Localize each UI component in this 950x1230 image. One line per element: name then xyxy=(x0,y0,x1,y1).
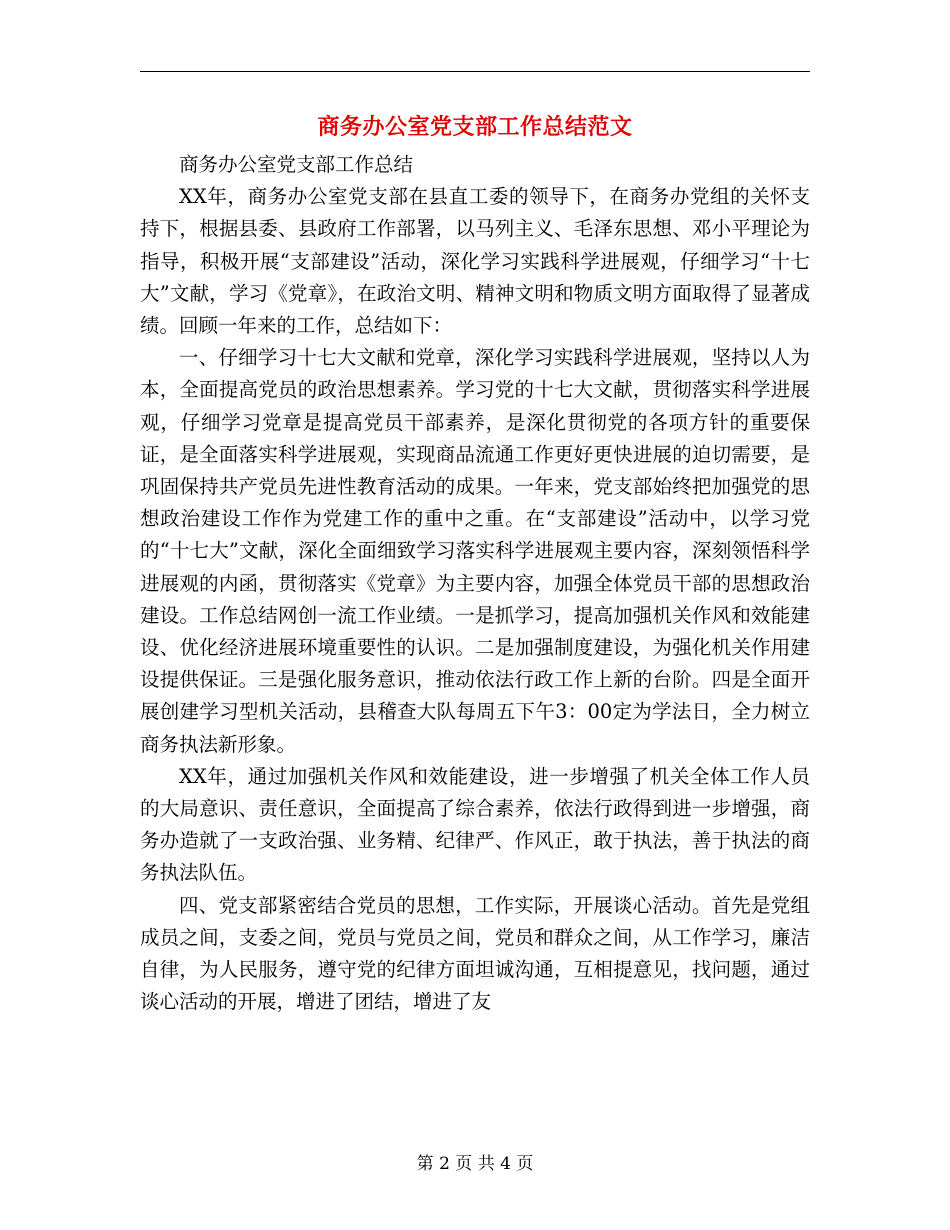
page-number-footer: 第 2 页 共 4 页 xyxy=(416,1154,534,1174)
header-rule xyxy=(140,71,810,72)
document-title: 商务办公室党支部工作总结范文 xyxy=(317,114,633,140)
paragraph-intro: XX年，商务办公室党支部在县直工委的领导下，在商务办党组的关怀支持下，根据县委、县政府工作部署，以马列主义、毛泽东思想、邓小平理论为指导，积极开展“支部建设”活动，深化学习实践科学进展观，仔细学习“十七大”文献，学习《党章》，在政治文明、精神文明和物质文明方面取得了显著成绩。回顾一年来的工作，总结如下： xyxy=(140,185,810,338)
paragraph-results: XX年，通过加强机关作风和效能建设，进一步增强了机关全体工作人员的大局意识、责任意识，全面提高了综合素养，依法行政得到进一步增强，商务办造就了一支政治强、业务精、纪律严、作风正，敢于执法，善于执法的商务执法队伍。 xyxy=(140,764,810,885)
paragraph-section-one: 一、仔细学习十七大文献和党章，深化学习实践科学进展观，坚持以人为本，全面提高党员的政治思想素养。学习党的十七大文献，贯彻落实科学进展观，仔细学习党章是提高党员干部素养，是深化贯彻党的各项方针的重要保证，是全面落实科学进展观，实现商品流通工作更好更快进展的迫切需要，是巩固保持共产党员先进性教育活动的成果。一年来，党支部始终把加强党的思想政治建设工作作为党建工作的重中之重。在“支部建设”活动中，以学习党的“十七大”文献，深化全面细致学习落实科学进展观主要内容，深刻领悟科学进展观的内函，贯彻落实《党章》为主要内容，加强全体党员干部的思想政治建设。工作总结网创一流工作业绩。一是抓学习，提高加强机关作风和效能建设、优化经济进展环境重要性的认识。二是加强制度建设，为强化机关作用建设提供保证。三是强化服务意识，推动依法行政工作上新的台阶。四是全面开展创建学习型机关活动，县稽查大队每周五下午3：00定为学法日，全力树立商务执法新形象。 xyxy=(140,346,810,756)
paragraph-section-four: 四、党支部紧密结合党员的思想，工作实际，开展谈心活动。首先是党组成员之间，支委之间，党员与党员之间，党员和群众之间，从工作学习，廉洁自律，为人民服务，遵守党的纪律方面坦诚沟通，互相提意见，找问题，通过谈心活动的开展，增进了团结，增进了友 xyxy=(140,893,810,1014)
document-body xyxy=(140,149,810,1018)
paragraph-subtitle: 商务办公室党支部工作总结 xyxy=(179,153,414,176)
